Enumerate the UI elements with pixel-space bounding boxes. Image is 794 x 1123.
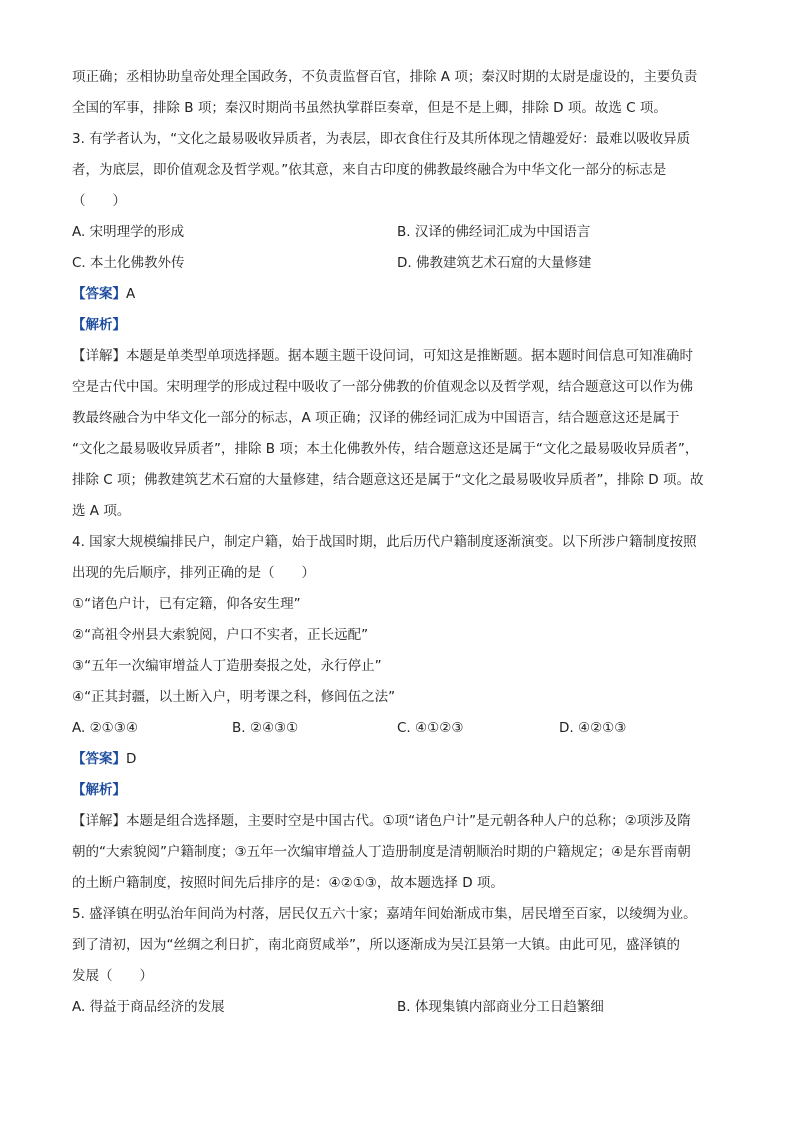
options-row <box>72 248 722 279</box>
paragraph-line: 项正确；丞相协助皇帝处理全国政务，不负责监督百官，排除 A 项；秦汉时期的太尉是虚设的，主要负责 <box>72 69 698 85</box>
option-b: B. 汉译的佛经词汇成为中国语言 <box>397 224 591 240</box>
answer-label: 【答案】 <box>72 751 126 767</box>
paragraph-line: 全国的军事，排除 B 项；秦汉时期尚书虽然执掌群臣奏章，但是不是上卿，排除 D 项。故选 C 项。 <box>72 100 667 116</box>
option-d: D. ④②①③ <box>559 720 627 736</box>
option-a: A. 宋明理学的形成 <box>72 224 185 240</box>
detail-line: 选 A 项。 <box>72 503 131 519</box>
analysis-line <box>72 310 722 341</box>
detail-line: 【详解】本题是单类型单项选择题。据本题主题干设问词，可知这是推断题。据本题时间信息可知准确时 <box>72 348 693 364</box>
option-c: C. ④①②③ <box>397 720 464 736</box>
detail-line: 教最终融合为中华文化一部分的标志，A 项正确；汉译的佛经词汇成为中国语言，结合题意这还是属于 <box>72 410 680 426</box>
answer-value: A <box>126 286 136 302</box>
quote-item: ③“五年一次编审增益人丁造册奏报之处，永行停止” <box>72 658 382 674</box>
options-row <box>72 992 722 1023</box>
option-a: A. 得益于商品经济的发展 <box>72 999 225 1015</box>
question-stem-line: 发展（ ） <box>72 968 153 984</box>
question-stem-line: 者，为底层，即价值观念及哲学观。”依其意，来自古印度的佛教最终融合为中华文化一部分的标志是 <box>72 162 667 178</box>
analysis-label: 【解析】 <box>72 317 126 333</box>
option-d: D. 佛教建筑艺术石窟的大量修建 <box>397 255 592 271</box>
answer-label: 【答案】 <box>72 286 126 302</box>
option-c: C. 本土化佛教外传 <box>72 255 185 271</box>
analysis-line <box>72 775 722 806</box>
options-row <box>72 217 722 248</box>
detail-line: 的土断户籍制度，按照时间先后排序的是：④②①③，故本题选择 D 项。 <box>72 875 504 891</box>
quote-item: ④“正其封疆，以土断入户，明考课之科，修闾伍之法” <box>72 689 396 705</box>
options-row <box>72 713 722 744</box>
question-stem-line: （ ） <box>72 193 126 209</box>
question-stem-line: 4. 国家大规模编排民户，制定户籍，始于战国时期，此后历代户籍制度逐渐演变。以下所涉户籍制度按照 <box>72 534 697 550</box>
quote-item: ②“高祖令州县大索貌阅，户口不实者，正长远配” <box>72 627 369 643</box>
document-page <box>72 62 722 1023</box>
detail-line: 空是古代中国。宋明理学的形成过程中吸收了一部分佛教的价值观念以及哲学观，结合题意这可以作为佛 <box>72 379 693 395</box>
answer-line <box>72 279 722 310</box>
question-stem-line: 5. 盛泽镇在明弘治年间尚为村落，居民仅五六十家；嘉靖年间始渐成市集，居民增至百家，以绫绸为业。 <box>72 906 697 922</box>
answer-value: D <box>126 751 137 767</box>
answer-line <box>72 744 722 775</box>
analysis-label: 【解析】 <box>72 782 126 798</box>
quote-item: ①“诸色户计，已有定籍，仰各安生理” <box>72 596 301 612</box>
option-a: A. ②①③④ <box>72 720 138 736</box>
question-stem-line: 出现的先后顺序，排列正确的是（ ） <box>72 565 315 581</box>
option-b: B. 体现集镇内部商业分工日趋繁细 <box>397 999 604 1015</box>
question-stem-line: 到了清初，因为“丝绸之利日扩，南北商贸咸举”，所以逐渐成为吴江县第一大镇。由此可见，盛泽镇的 <box>72 937 680 953</box>
detail-line: 【详解】本题是组合选择题，主要时空是中国古代。①项“诸色户计”是元朝各种人户的总称；②项涉及隋 <box>72 813 691 829</box>
detail-line: 排除 C 项；佛教建筑艺术石窟的大量修建，结合题意这还是属于“文化之最易吸收异质者”，排除 D 项。故 <box>72 472 704 488</box>
option-b: B. ②④③① <box>232 720 299 736</box>
question-stem-line: 3. 有学者认为，“文化之最易吸收异质者，为表层，即衣食住行及其所体现之情趣爱好：最难以吸收异质 <box>72 131 691 147</box>
detail-line: 朝的“大索貌阅”户籍制度；③五年一次编审增益人丁造册制度是清朝顺治时期的户籍规定；④是东晋南朝 <box>72 844 691 860</box>
detail-line: “文化之最易吸收异质者”，排除 B 项；本土化佛教外传，结合题意这还是属于“文化之最易吸收异质者”， <box>72 441 699 457</box>
